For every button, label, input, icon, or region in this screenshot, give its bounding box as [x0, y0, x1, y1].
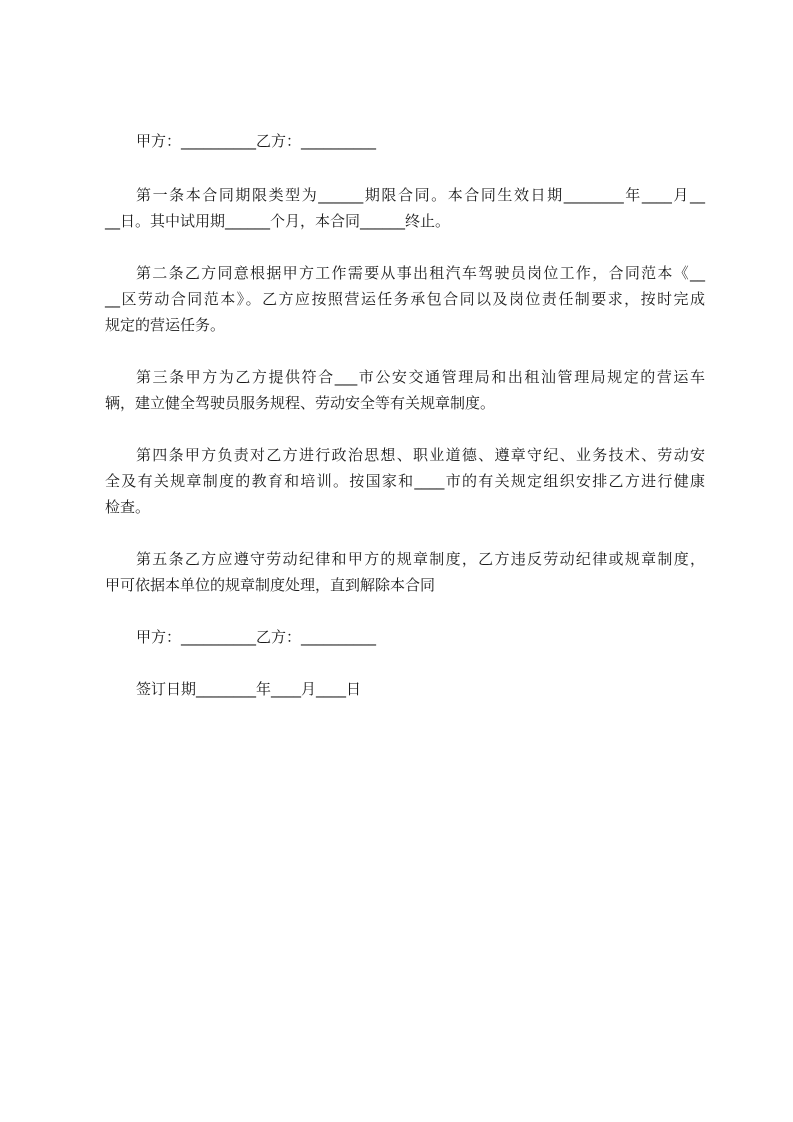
article-line: 第五条乙方应遵守劳动纪律和甲方的规章制度，乙方违反劳动纪律或规章制度，: [136, 550, 705, 568]
article-3: [105, 364, 705, 416]
article-line: 第一条本合同期限类型为______期限合同。本合同生效日期________年____月__: [136, 186, 705, 204]
footer-parties: 甲方：__________乙方：__________: [136, 628, 377, 646]
article-line: 检查。: [105, 498, 151, 516]
document-body: [105, 128, 705, 728]
header-parties: 甲方：__________乙方：__________: [136, 132, 377, 150]
article-line: 规定的营运任务。: [105, 316, 226, 334]
article-5: [105, 546, 705, 598]
article-line: __日。其中试用期______个月，本合同______终止。: [105, 212, 451, 230]
article-line: 甲可依据本单位的规章制度处理，直到解除本合同: [105, 576, 436, 594]
article-line: __区劳动合同范本》。乙方应按照营运任务承包合同以及岗位责任制要求，按时完成: [105, 290, 705, 308]
article-1: [105, 182, 705, 234]
article-line: 第二条乙方同意根据甲方工作需要从事出租汽车驾驶员岗位工作，合同范本《__: [136, 264, 705, 282]
article-line: 第四条甲方负责对乙方进行政治思想、职业道德、遵章守纪、业务技术、劳动安: [136, 446, 705, 464]
sign-date: 签订日期________年____月____日: [136, 680, 362, 698]
article-line: 全及有关规章制度的教育和培训。按国家和____市的有关规定组织安排乙方进行健康: [105, 472, 705, 490]
article-line: 辆，建立健全驾驶员服务规程、劳动安全等有关规章制度。: [105, 394, 496, 412]
article-line: 第三条甲方为乙方提供符合___市公安交通管理局和出租汕管理局规定的营运车: [136, 368, 705, 386]
article-2: [105, 260, 705, 338]
article-4: [105, 442, 705, 520]
